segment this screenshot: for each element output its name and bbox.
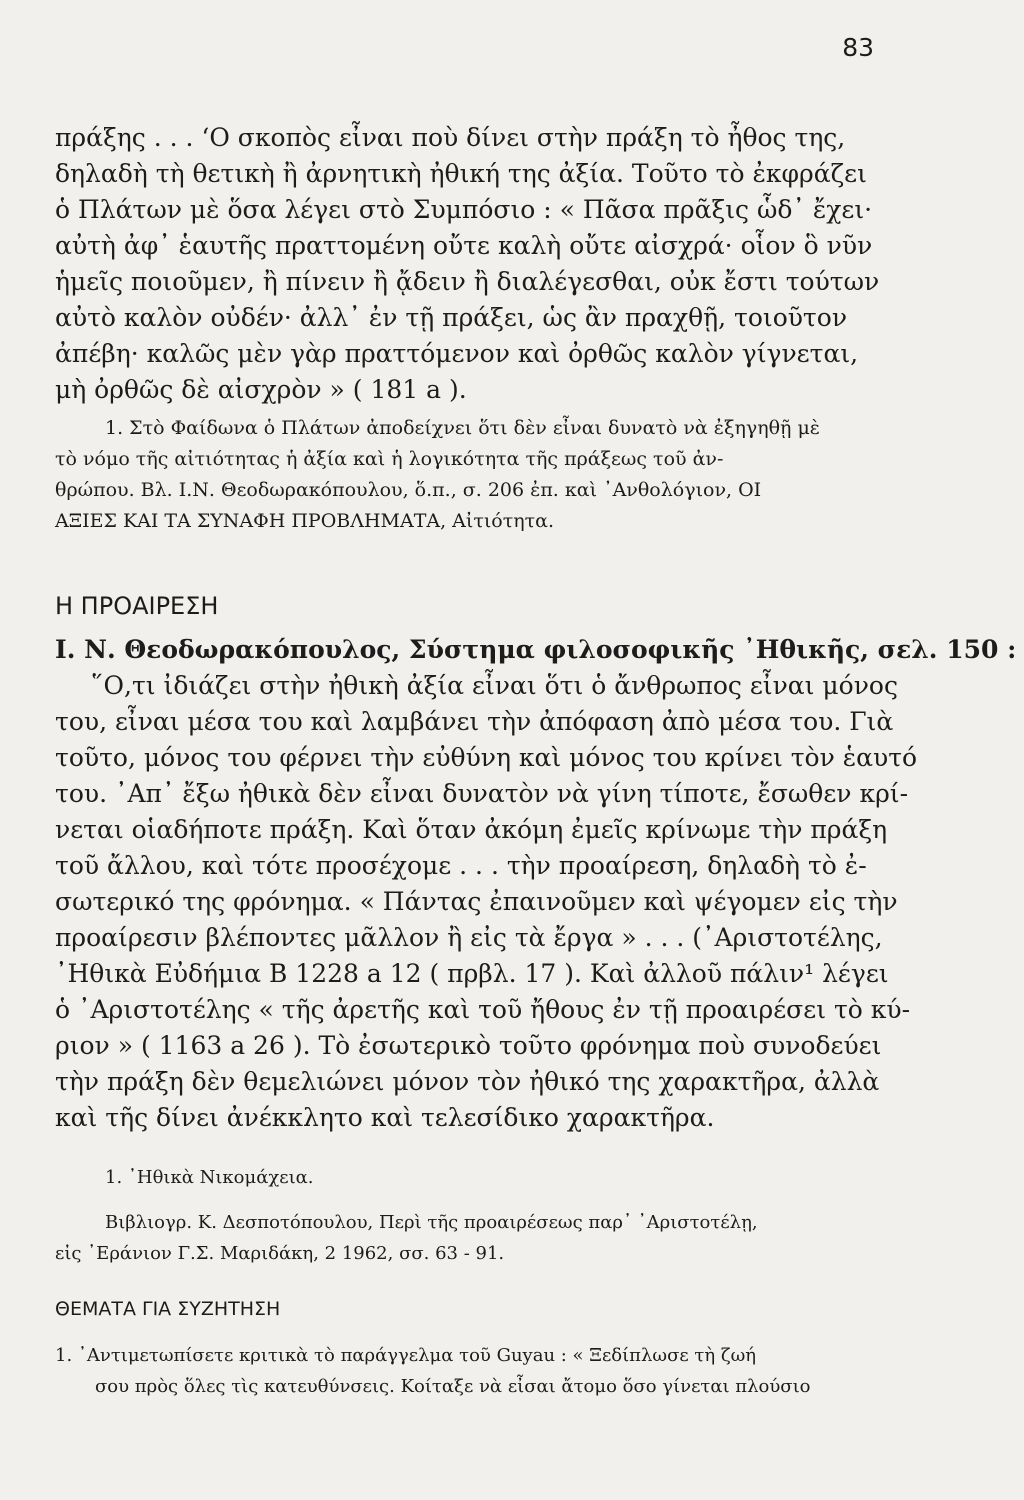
bibliography-line: Βιβλιογρ. Κ. Δεσποτόπουλου, Περὶ τῆς προαιρέσεως παρ᾽ ᾽Αριστοτέλῃ,	[105, 1212, 758, 1233]
footnote-2	[55, 1162, 900, 1269]
text-line: ἡμεῖς ποιοῦμεν, ἢ πίνειν ἢ ᾄδειν ἢ διαλέγεσθαι, οὐκ ἔστι τούτων	[55, 267, 880, 296]
text-line: τοῦ ἄλλου, καὶ τότε προσέχομε . . . τὴν προαίρεση, δηλαδὴ τὸ ἐ-	[55, 851, 867, 880]
source-reference: Ι. Ν. Θεοδωρακόπουλος, Σύστημα φιλοσοφικῆς ᾽Ηθικῆς, σελ. 150 :	[55, 635, 1017, 664]
text-line: δηλαδὴ τὴ θετικὴ ἢ ἀρνητικὴ ἠθική της ἀξία. Τοῦτο τὸ ἐκφράζει	[55, 159, 867, 188]
text-line: ὁ ᾽Αριστοτέλης « τῆς ἀρετῆς καὶ τοῦ ἤθους ἐν τῇ προαιρέσει τὸ κύ-	[55, 995, 911, 1024]
text-line: προαίρεσιν βλέποντες μᾶλλον ἢ εἰς τὰ ἔργα » . . . (᾽Αριστοτέλης,	[55, 923, 883, 952]
footnote-line: τὸ νόμο τῆς αἰτιότητας ἡ ἀξία καὶ ἡ λογικότητα τῆς πράξεως τοῦ ἀν-	[55, 448, 724, 470]
footnote-1	[55, 413, 900, 537]
text-line: ὁ Πλάτων μὲ ὅσα λέγει στὸ Συμπόσιο : « Πᾶσα πρᾶξις ὧδ᾽ ἔχει·	[55, 195, 873, 224]
text-line: σωτερικό της φρόνημα. « Πάντας ἐπαινοῦμεν καὶ ψέγομεν εἰς τὴν	[55, 887, 898, 916]
footnote-line: θρώπου. Βλ. Ι.Ν. Θεοδωρακόπουλου, ὅ.π., σ. 206 ἐπ. καὶ ᾽Ανθολόγιον, ΟΙ	[55, 479, 762, 501]
page-number: 83	[842, 33, 874, 62]
bibliography-line: εἰς ᾽Εράνιον Γ.Σ. Μαριδάκη, 2 1962, σσ. 63 - 91.	[55, 1243, 505, 1264]
text-line: τοῦτο, μόνος του φέρνει τὴν εὐθύνη καὶ μόνος του κρίνει τὸν ἑαυτό	[55, 743, 918, 772]
discussion-item-line: 1. ᾽Αντιμετωπίσετε κριτικὰ τὸ παράγγελμα τοῦ Guyau : « Ξεδίπλωσε τὴ ζωή	[55, 1345, 757, 1366]
text-line: πράξης . . . ‘Ο σκοπὸς εἶναι ποὺ δίνει στὴν πράξη τὸ ἦθος της,	[55, 123, 846, 152]
discussion-item-line: σου πρὸς ὅλες τὶς κατευθύνσεις. Κοίταξε νὰ εἶσαι ἄτομο ὅσο γίνεται πλούσιο	[95, 1376, 811, 1397]
text-line: ριον » ( 1163 a 26 ). Τὸ ἐσωτερικὸ τοῦτο φρόνημα ποὺ συνοδεύει	[55, 1031, 882, 1060]
text-line: του, εἶναι μέσα του καὶ λαμβάνει τὴν ἀπόφαση ἀπὸ μέσα του. Γιὰ	[55, 707, 894, 736]
paragraph-plato	[55, 120, 900, 408]
text-line: ἀπέβη· καλῶς μὲν γὰρ πραττόμενον καὶ ὀρθῶς καλὸν γίγνεται,	[55, 339, 859, 368]
text-line: καὶ τῆς δίνει ἀνέκκλητο καὶ τελεσίδικο χαρακτῆρα.	[55, 1103, 715, 1132]
text-line: ᾽Ηθικὰ Εὐδήμια Β 1228 a 12 ( πρβλ. 17 ). Καὶ ἀλλοῦ πάλιν¹ λέγει	[55, 959, 889, 988]
footnote-line: 1. Στὸ Φαίδωνα ὁ Πλάτων ἀποδείχνει ὅτι δὲν εἶναι δυνατὸ νὰ ἐξηγηθῇ μὲ	[105, 417, 820, 439]
section-heading-themata: ΘΕΜΑΤΑ ΓΙΑ ΣΥΖΗΤΗΣΗ	[55, 1298, 281, 1320]
footnote-line: ΑΞΙΕΣ ΚΑΙ ΤΑ ΣΥΝΑΦΗ ΠΡΟΒΛΗΜΑΤΑ, Αἰτιότητα.	[55, 510, 555, 532]
discussion-list	[55, 1340, 900, 1402]
footnote-line: 1. ᾽Ηθικὰ Νικομάχεια.	[105, 1167, 314, 1188]
text-line: αὐτὸ καλὸν οὐδέν· ἀλλ᾽ ἐν τῇ πράξει, ὡς ἂν πραχθῇ, τοιοῦτον	[55, 303, 848, 332]
text-line: μὴ ὀρθῶς δὲ αἰσχρὸν » ( 181 a ).	[55, 375, 467, 404]
section-heading-proairesi: Η ΠΡΟΑΙΡΕΣΗ	[55, 592, 219, 620]
paragraph-proairesi	[55, 632, 1017, 1136]
text-line: ῞Ο,τι ἰδιάζει στὴν ἠθικὴ ἀξία εἶναι ὅτι ὁ ἄνθρωπος εἶναι μόνος	[91, 671, 898, 700]
text-line: του. ᾽Απ᾽ ἔξω ἠθικὰ δὲν εἶναι δυνατὸν νὰ γίνη τίποτε, ἔσωθεν κρί-	[55, 779, 909, 808]
text-line: νεται οἱαδήποτε πράξη. Καὶ ὅταν ἀκόμη ἐμεῖς κρίνωμε τὴν πράξη	[55, 815, 888, 844]
text-line: αὐτὴ ἀφ᾽ ἑαυτῆς πραττομένη οὔτε καλὴ οὔτε αἰσχρά· οἷον ὃ νῦν	[55, 231, 873, 260]
text-line: τὴν πράξη δὲν θεμελιώνει μόνον τὸν ἠθικό της χαρακτῆρα, ἀλλὰ	[55, 1067, 880, 1096]
